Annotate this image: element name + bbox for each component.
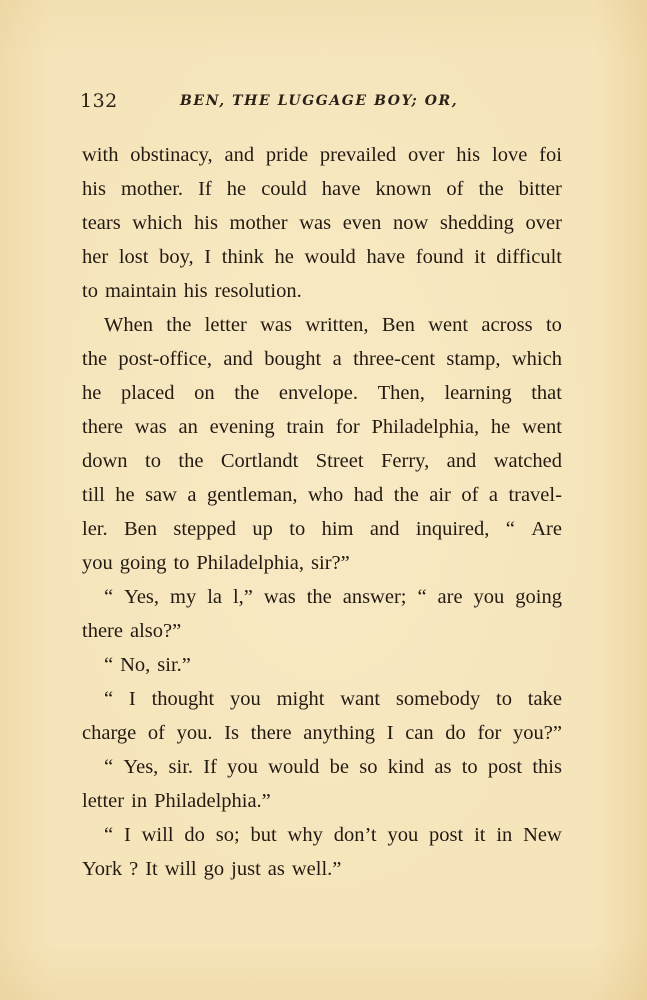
text-line: charge of you. Is there anything I can do for you?” [82, 722, 562, 744]
text-line: to maintain his resolution. [82, 280, 302, 302]
text-line: When the letter was written, Ben went across to [104, 314, 562, 336]
text-line: “ I will do so; but why don’t you post it in New [104, 824, 562, 846]
text-line: down to the Cortlandt Street Ferry, and watched [82, 450, 562, 472]
text-line: the post-office, and bought a three-cent stamp, which [82, 348, 562, 370]
text-line: he placed on the envelope. Then, learning that [82, 382, 562, 404]
text-line: there also?” [82, 620, 182, 642]
body-text [82, 138, 562, 886]
running-head: BEN, THE LUGGAGE BOY; OR, [180, 93, 459, 109]
text-line: you going to Philadelphia, sir?” [82, 552, 350, 574]
text-line: “ Yes, sir. If you would be so kind as to post this [104, 756, 562, 778]
text-line: with obstinacy, and pride prevailed over his love foi [82, 144, 562, 166]
text-line: till he saw a gentleman, who had the air of a travel- [82, 484, 562, 506]
text-line: tears which his mother was even now shedding over [82, 212, 562, 234]
text-line: there was an evening train for Philadelphia, he went [82, 416, 562, 438]
text-line: “ I thought you might want somebody to take [104, 688, 562, 710]
text-line: letter in Philadelphia.” [82, 790, 271, 812]
text-line: his mother. If he could have known of the bitter [82, 178, 562, 200]
page-number: 132 [80, 90, 118, 112]
text-line: her lost boy, I think he would have found it difficult [82, 246, 562, 268]
text-line: “ Yes, my la l,” was the answer; “ are you going [104, 586, 562, 608]
page-header [80, 90, 564, 116]
text-line: ler. Ben stepped up to him and inquired, “ Are [82, 518, 562, 540]
text-line: “ No, sir.” [104, 654, 191, 676]
text-line: York ? It will go just as well.” [82, 858, 342, 880]
